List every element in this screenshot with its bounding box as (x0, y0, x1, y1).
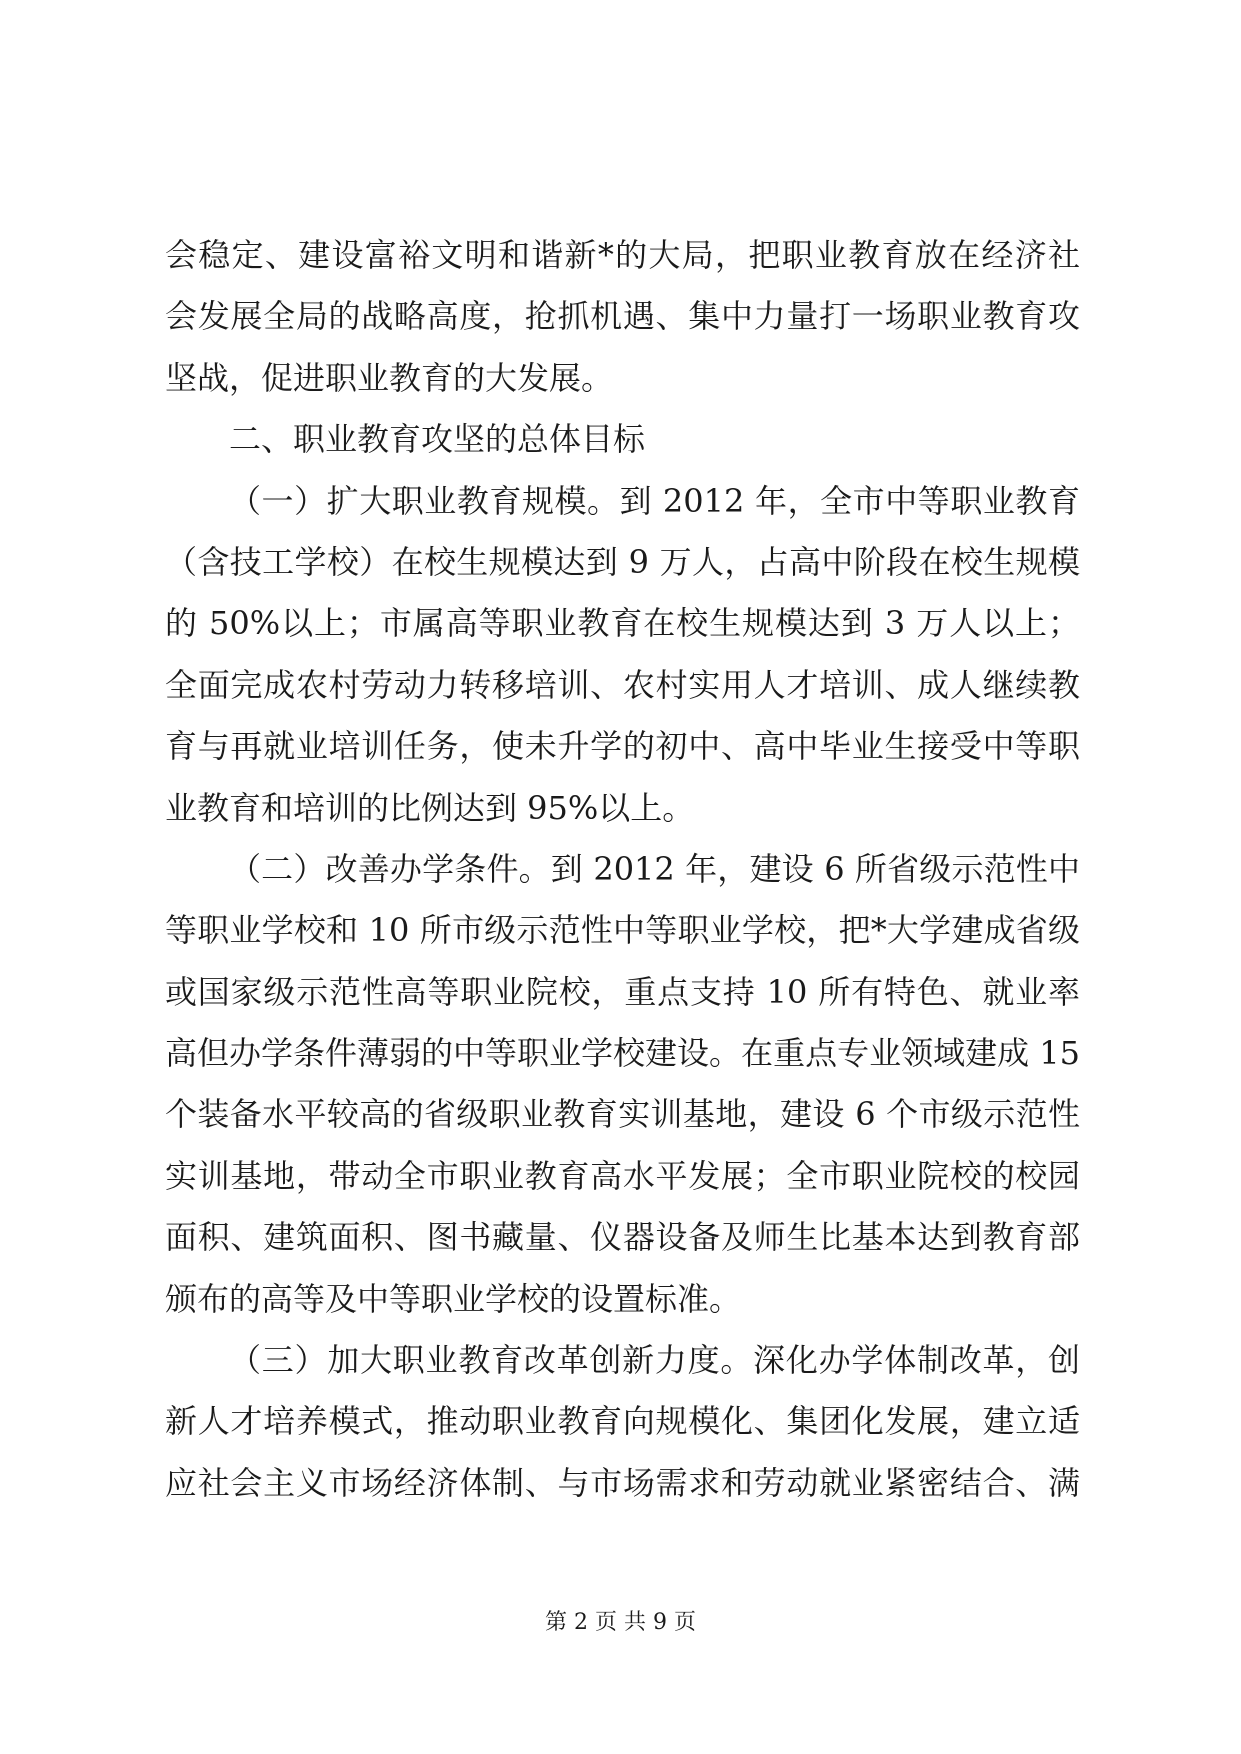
text-line: 面积、建筑面积、图书藏量、仪器设备及师生比基本达到教育部 (165, 1218, 1080, 1257)
text-line: （三）加大职业教育改革创新力度。深化办学体制改革，创 (229, 1341, 1080, 1380)
text-line: （一）扩大职业教育规模。到 2012 年，全市中等职业教育 (229, 481, 1080, 520)
text-line: 个装备水平较高的省级职业教育实训基地，建设 6 个市级示范性 (165, 1095, 1080, 1134)
text-line: 或国家级示范性高等职业院校，重点支持 10 所有特色、就业率 (165, 972, 1080, 1011)
text-line: 实训基地，带动全市职业教育高水平发展；全市职业院校的校园 (165, 1156, 1080, 1195)
text-line: 育与再就业培训任务，使未升学的初中、高中毕业生接受中等职 (165, 727, 1080, 766)
text-line: 二、职业教育攻坚的总体目标 (229, 420, 646, 459)
page-number-footer: 第 2 页 共 9 页 (545, 1610, 696, 1635)
text-line: 高但办学条件薄弱的中等职业学校建设。在重点专业领域建成 15 (165, 1034, 1080, 1073)
text-line: 颁布的高等及中等职业学校的设置标准。 (165, 1279, 742, 1318)
text-line: 坚战，促进职业教育的大发展。 (165, 358, 614, 397)
text-line: 业教育和培训的比例达到 95%以上。 (165, 788, 695, 827)
text-line: （二）改善办学条件。到 2012 年，建设 6 所省级示范性中 (229, 849, 1080, 888)
document-body (165, 225, 1080, 1514)
text-line: 会稳定、建设富裕文明和谐新*的大局，把职业教育放在经济社 (165, 236, 1080, 274)
text-line: 新人才培养模式，推动职业教育向规模化、集团化发展，建立适 (165, 1402, 1080, 1441)
text-line: 会发展全局的战略高度，抢抓机遇、集中力量打一场职业教育攻 (165, 297, 1080, 336)
text-line: 的 50%以上；市属高等职业教育在校生规模达到 3 万人以上； (165, 604, 1080, 643)
text-line: 应社会主义市场经济体制、与市场需求和劳动就业紧密结合、满 (165, 1463, 1080, 1502)
text-line: （含技工学校）在校生规模达到 9 万人，占高中阶段在校生规模 (165, 542, 1080, 581)
text-line: 等职业学校和 10 所市级示范性中等职业学校，把*大学建成省级 (165, 911, 1080, 950)
text-line: 全面完成农村劳动力转移培训、农村实用人才培训、成人继续教 (165, 665, 1080, 704)
